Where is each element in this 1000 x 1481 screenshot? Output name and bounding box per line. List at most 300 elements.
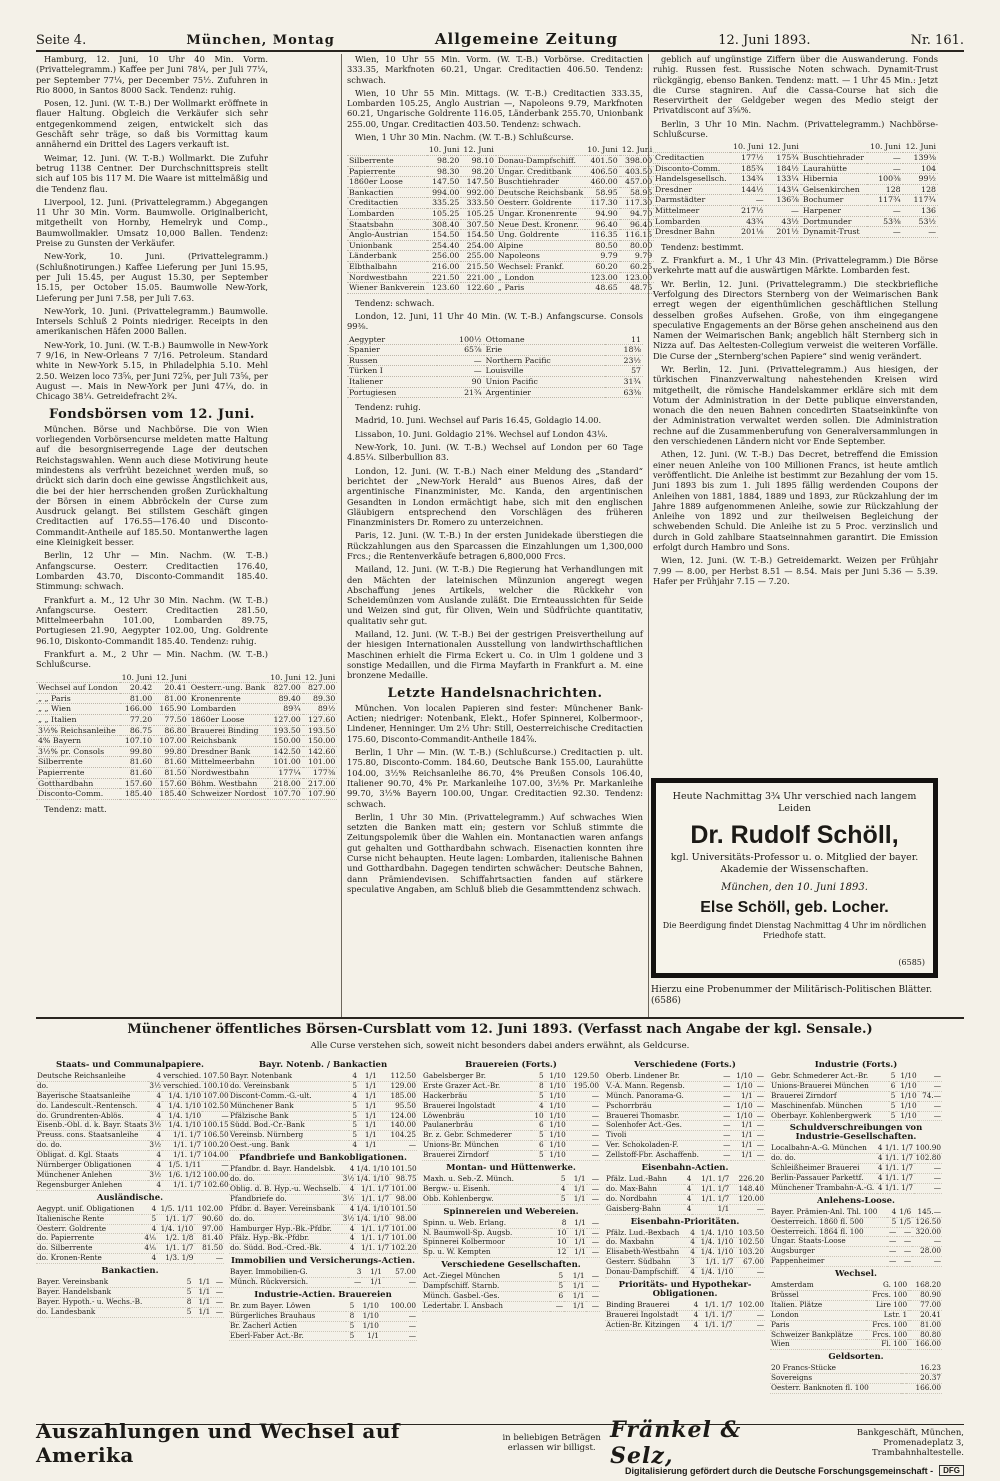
- table-row: [36, 725, 337, 736]
- table-cell: 6: [531, 1141, 545, 1151]
- table-row: [229, 1184, 418, 1194]
- table-cell: —: [914, 1183, 942, 1193]
- table-cell: Nordwestbahn: [347, 272, 427, 283]
- table-cell: —: [889, 1256, 897, 1266]
- table-cell: 254.00: [461, 240, 496, 251]
- table-cell: Mittelmeerbahn: [189, 757, 269, 768]
- table-cell: 992.00: [461, 187, 496, 198]
- obituary-name: Dr. Rudolf Schöll,: [690, 821, 899, 849]
- table-cell: 9.79: [585, 251, 620, 262]
- column-divider: [648, 54, 649, 1019]
- table-cell: 5: [349, 1131, 359, 1141]
- table-row: [229, 1174, 418, 1184]
- table-cell: Pschorrbräu: [605, 1101, 720, 1111]
- table-cell: 11: [605, 335, 643, 345]
- table-cell: 107.70: [268, 789, 303, 800]
- table-header-row: [36, 673, 337, 683]
- table-cell: —: [437, 355, 483, 366]
- table-cell: 86.75: [120, 725, 155, 736]
- table-cell: 217½: [730, 205, 765, 216]
- table-cell: Brauerei Ingolstadt: [605, 1310, 692, 1320]
- table-cell: 1/4. 1/10: [356, 1203, 390, 1213]
- table-cell: 105.25: [427, 208, 462, 219]
- table-cell: 1/1: [567, 1248, 586, 1258]
- table-row: [229, 1121, 417, 1131]
- table-cell: 1/4. 1/10: [162, 1101, 202, 1111]
- table-cell: 4⅕: [144, 1243, 157, 1253]
- table-cell: Russen: [347, 355, 437, 366]
- table-cell: 4: [531, 1101, 545, 1111]
- table-cell: 166.00: [906, 1384, 942, 1394]
- table-cell: Italienische Rente: [36, 1214, 142, 1224]
- table-cell: 102.50: [203, 1100, 229, 1110]
- table-cell: 5: [531, 1151, 545, 1161]
- board-table: [36, 1072, 230, 1191]
- table-cell: 1/4. 1/10: [157, 1224, 194, 1234]
- table-cell: 1/1: [358, 1111, 378, 1121]
- table-cell: —: [720, 1081, 731, 1091]
- table-cell: 4: [349, 1091, 359, 1101]
- table-cell: 5: [183, 1287, 192, 1297]
- table-cell: —: [567, 1111, 600, 1121]
- table-cell: 122.60: [461, 283, 496, 294]
- table-row: [770, 1091, 942, 1101]
- table-cell: do. do.: [770, 1154, 877, 1164]
- table-cell: 201½: [766, 227, 801, 238]
- table-cell: 97.00: [194, 1224, 224, 1234]
- table-cell: 102.60: [203, 1179, 229, 1189]
- table-cell: Handelsgesellsch.: [653, 174, 730, 185]
- obituary-funeral: Die Beerdigung findet Dienstag Nachmittag 4 Uhr im nördlichen Friedhofe statt.: [662, 921, 927, 940]
- report: London, 12. Juni. (W. T.-B.) Nach einer Meldung des „Standard“ berichtet der „New-York Herald“ aus Buenos Aires, daß der argentinische Finanzminister, Mc. Kanda, den argentinischen Gesandten in London ermächtigt habe, sich mit den englischen Gläubigern entsprechend den Vorschlägen des früheren Finanzministers Dr. Romero zu unterzeichnen.: [347, 465, 643, 528]
- board-subtitle: Alle Curse verstehen sich, soweit nicht besonders dabei anders erwähnt, als Geldcurse.: [310, 1041, 690, 1051]
- board-table: [422, 1219, 600, 1259]
- report: Hamburg, 12. Juni, 10 Uhr 40 Min. Vorm. (Privattelegramm.) Kaffee per Juni 78¼, per Juli 77¼, per September 77¼, per December 75½. Zufuhren in Rio 8000, in Santos 8000 Sack. Tendenz: ruhig.: [36, 54, 268, 95]
- table-row: [347, 387, 643, 398]
- table-cell: —: [754, 1151, 765, 1161]
- table-cell: 139⅜: [903, 152, 938, 163]
- table-cell: 1/4. 1/10: [356, 1173, 390, 1183]
- table-cell: —: [720, 1121, 731, 1131]
- table-cell: 1/1. 1/7: [692, 1184, 730, 1194]
- table-cell: 5: [346, 1302, 355, 1311]
- table-row: [770, 1081, 942, 1091]
- board-table: [36, 1278, 224, 1318]
- table-cell: Brauerei Ingolstadt: [422, 1101, 531, 1111]
- table-cell: 104.00: [203, 1150, 229, 1160]
- table-cell: —: [380, 1331, 417, 1341]
- table-row: [36, 1214, 224, 1224]
- table-cell: Disconto-Comm.: [653, 163, 730, 174]
- table-cell: 1/10: [355, 1321, 380, 1331]
- table-cell: Münchener Bank: [229, 1101, 349, 1111]
- table-cell: 5: [889, 1072, 897, 1081]
- table-row: [422, 1131, 600, 1141]
- table-cell: Pappenheimer: [770, 1257, 887, 1267]
- table-cell: Münchener Anlehen: [36, 1170, 148, 1180]
- table-cell: 4: [690, 1247, 695, 1257]
- table-cell: Actien-Br. Kitzingen: [605, 1320, 692, 1330]
- table-cell: Oberb. Lindener Br.: [605, 1072, 720, 1081]
- table-cell: 5: [557, 1194, 567, 1204]
- table-cell: Oberbayr. Kohlenbergwerk: [770, 1111, 889, 1121]
- table-cell: 157.60: [154, 778, 189, 789]
- table-cell: 3½: [149, 1140, 162, 1150]
- table-cell: 101.00: [391, 1223, 417, 1233]
- table-cell: 102.00: [194, 1205, 224, 1214]
- table-row: [347, 187, 654, 198]
- table-cell: 1/5: [897, 1217, 912, 1227]
- table-cell: 4: [342, 1165, 356, 1174]
- board-group-title: Verschiedene (Forts.): [634, 1060, 736, 1070]
- footer-advertisement: [36, 1417, 964, 1469]
- table-cell: —: [587, 1228, 600, 1238]
- table-cell: Disconto-Comm.: [36, 789, 120, 800]
- table-cell: 6: [531, 1121, 545, 1131]
- table-row: [770, 1384, 942, 1394]
- table-cell: Aegypter: [347, 335, 437, 345]
- table-cell: 102.00: [734, 1301, 765, 1310]
- table-cell: —: [194, 1254, 224, 1264]
- table-cell: 123.60: [427, 283, 462, 294]
- table-cell: 4: [148, 1111, 162, 1121]
- table-cell: —: [586, 1291, 601, 1301]
- table-cell: 1/1: [192, 1287, 211, 1297]
- table-cell: —: [567, 1121, 600, 1131]
- table-cell: 18⅜: [605, 345, 643, 356]
- table-cell: Ver. Schokoladen-F.: [605, 1141, 720, 1151]
- issue-date: 12. Juni 1893.: [718, 33, 811, 48]
- table-cell: 101.00: [268, 757, 303, 768]
- report: Wien, 12. Juni. (W. T.-B.) Getreidemarkt. Weizen per Frühjahr 7.99 — 8.00, per Herbst 8.51 — 8.54. Mais per Juni 5.36 — 5.39. Hafer per Frühjahr 7.15 — 7.20.: [653, 555, 938, 586]
- table-cell: 102.80: [915, 1153, 941, 1163]
- table-cell: 460.00: [585, 177, 620, 188]
- table-cell: 1/1: [564, 1272, 585, 1281]
- table-cell: 5: [531, 1091, 545, 1101]
- table-head-cell: 10. Juni: [587, 145, 618, 155]
- table-cell: „ London: [496, 272, 585, 283]
- table-cell: 165.90: [154, 704, 189, 715]
- credit-text: Digitalisierung gefördert durch die Deutsche Forschungsgemeinschaft -: [625, 1465, 934, 1476]
- table-cell: Bochumer: [801, 195, 868, 206]
- table-cell: 3½: [342, 1193, 355, 1203]
- table-cell: 1/1: [731, 1091, 753, 1101]
- table-cell: 4: [690, 1227, 695, 1237]
- table-cell: 107.00: [203, 1090, 229, 1100]
- table-row: [422, 1291, 600, 1301]
- table-cell: 1/10: [896, 1091, 917, 1101]
- table-cell: Brauerei Zirndorf: [770, 1091, 889, 1101]
- table-row: [770, 1300, 942, 1310]
- table-cell: 81.00: [120, 693, 155, 704]
- table-cell: 1/10: [355, 1302, 380, 1311]
- table-cell: 3½% pr. Consols: [36, 746, 120, 757]
- table-cell: Münchener Trambahn-A.-G.: [770, 1183, 877, 1193]
- table-row: [605, 1131, 765, 1141]
- table-row: [229, 1278, 417, 1288]
- table-cell: 1/10: [545, 1111, 567, 1121]
- table-cell: 1/1: [358, 1072, 378, 1081]
- table-row: [36, 1121, 230, 1131]
- digitization-credit: [625, 1465, 964, 1476]
- table-cell: 116.15: [620, 230, 655, 241]
- table-row: [770, 1320, 942, 1330]
- table-cell: Silberrente: [36, 757, 120, 768]
- table-cell: 1/1: [192, 1278, 211, 1287]
- table-cell: Frcs. 100: [866, 1290, 908, 1300]
- table-row: [229, 1311, 417, 1321]
- table-cell: Löwenbräu: [422, 1111, 531, 1121]
- report: Z. Frankfurt a. M., 1 Uhr 43 Min. (Privattelegramm.) Die Börse verkehrte matt auf die auswärtigen Märkte. Lombarden fest.: [653, 255, 938, 276]
- table-cell: Wechsel auf London: [38, 683, 118, 693]
- table-cell: Oesterreich. 1864 fl. 100: [770, 1227, 887, 1237]
- table-row: [36, 704, 337, 715]
- table-cell: 96.40: [585, 219, 620, 230]
- table-cell: 16.23: [906, 1364, 942, 1373]
- table-cell: 333.50: [461, 198, 496, 209]
- table-row: [347, 345, 643, 356]
- table-cell: 6: [550, 1291, 564, 1301]
- table-row: [605, 1175, 765, 1184]
- table-cell: Br. z. Gebr. Schmederer: [422, 1131, 531, 1141]
- table-cell: —: [567, 1101, 600, 1111]
- table-cell: 150.00: [303, 736, 338, 747]
- table-cell: —: [867, 205, 902, 216]
- frankfurt-close-table: [36, 673, 337, 800]
- table-row: [36, 693, 337, 704]
- table-cell: 98.75: [390, 1174, 418, 1184]
- table-cell: Br. zum Bayer. Löwen: [229, 1302, 346, 1311]
- table-cell: 1/1: [567, 1175, 587, 1184]
- table-cell: 4: [148, 1131, 162, 1141]
- table-row: [36, 1101, 230, 1111]
- table-body: [653, 152, 938, 237]
- table-head-cell: 10. Juni: [867, 142, 902, 152]
- table-cell: Localbahn-A.-G. München: [770, 1144, 877, 1153]
- table-cell: 4: [887, 1208, 897, 1217]
- table-cell: 1/1: [564, 1301, 585, 1311]
- table-cell: 1/1. 1/7: [699, 1310, 733, 1320]
- table-cell: Pfälz. Hyp.-Bk.-Pfdbr.: [229, 1234, 342, 1244]
- table-cell: 100.00: [203, 1169, 229, 1179]
- table-cell: Unionbank: [347, 240, 427, 251]
- tendency: Tendenz: matt.: [44, 803, 107, 814]
- berlin-close-table: [653, 142, 938, 237]
- wien-close-table: [347, 145, 654, 293]
- table-cell: 89¾: [268, 704, 303, 715]
- table-cell: 100.90: [915, 1143, 941, 1153]
- table-cell: Oesterr. Goldrente: [36, 1224, 142, 1234]
- table-cell: 20.42: [120, 683, 155, 694]
- table-cell: Buschtiehrader: [801, 152, 868, 163]
- table-row: [36, 1072, 230, 1081]
- table-cell: 147.50: [461, 177, 496, 188]
- table-cell: —: [211, 1278, 224, 1287]
- table-cell: 4: [142, 1254, 157, 1264]
- table-cell: 3½: [342, 1173, 355, 1183]
- table-cell: Bayer. Immobilien-G.: [229, 1268, 348, 1277]
- table-cell: 129.00: [378, 1081, 417, 1091]
- table-cell: 215.50: [461, 261, 496, 272]
- table-cell: 99.80: [154, 746, 189, 757]
- table-cell: 10: [531, 1111, 545, 1121]
- table-cell: 142.60: [303, 746, 338, 757]
- table-cell: 1/5. 1/11: [157, 1205, 194, 1214]
- table-cell: Paulanerbräu: [422, 1121, 531, 1131]
- table-cell: 1/6: [897, 1208, 912, 1217]
- table-cell: 105.25: [461, 208, 496, 219]
- table-row: [605, 1320, 765, 1330]
- table-cell: —: [897, 1247, 912, 1257]
- london-table: [347, 335, 643, 399]
- table-cell: 48.65: [585, 283, 620, 294]
- table-row: [36, 1205, 224, 1214]
- table-cell: Unions-Brauerei München: [770, 1081, 889, 1091]
- table-cell: Böhm. Westbahn: [189, 778, 269, 789]
- table-cell: 1/1. 1/7: [692, 1175, 730, 1184]
- table-cell: Zellstoff-Fbr. Aschaffenb.: [605, 1151, 720, 1161]
- table-cell: 107.00: [154, 736, 189, 747]
- table-cell: 193.50: [268, 725, 303, 736]
- table-cell: 9.79: [620, 251, 655, 262]
- board-group-title: Immobilien und Versicherungs-Actien.: [230, 1256, 416, 1267]
- table-cell: 168.20: [910, 1281, 942, 1290]
- table-cell: —: [867, 227, 902, 238]
- table-cell: —: [918, 1111, 942, 1121]
- table-cell: —: [567, 1151, 600, 1161]
- table-row: [36, 736, 337, 747]
- table-head-cell: 12. Juni: [621, 145, 653, 155]
- table-cell: 226.20: [730, 1175, 765, 1184]
- table-cell: —: [348, 1278, 362, 1288]
- table-cell: 3½: [149, 1169, 162, 1179]
- table-cell: 104: [903, 163, 938, 174]
- table-row: [229, 1224, 418, 1234]
- board-group-title: Staats- und Communalpapiere.: [56, 1060, 204, 1070]
- table-cell: Dresdner: [653, 184, 730, 195]
- table-cell: 4: [342, 1234, 356, 1244]
- table-cell: Deutsche Reichsbank: [497, 187, 584, 197]
- table-row: [347, 376, 643, 387]
- table-cell: —: [383, 1278, 417, 1288]
- table-cell: 81.40: [194, 1234, 224, 1244]
- table-row: [770, 1208, 942, 1217]
- table-row: [605, 1238, 765, 1248]
- table-head-cell: [496, 145, 585, 155]
- report: Paris, 12. Juni. (W. T.-B.) In der ersten Junidekade überstiegen die Rückzahlungen aus den Sparcassen die Einzahlungen um 1,300,000 Frcs.; die Rentenverkäufe betragen 6,800,000 Frcs.: [347, 530, 643, 561]
- board-table: [770, 1144, 942, 1194]
- table-row: [36, 1180, 230, 1190]
- table-row: [422, 1248, 600, 1258]
- table-row: [422, 1141, 600, 1151]
- table-row: [347, 261, 654, 272]
- table-cell: 1/1: [731, 1121, 753, 1131]
- issue-number: Nr. 161.: [910, 33, 964, 48]
- table-row: [229, 1165, 418, 1174]
- table-cell: 117.30: [585, 198, 620, 209]
- table-cell: 4: [693, 1319, 699, 1329]
- table-cell: 1/1. 1/7: [162, 1141, 202, 1151]
- table-cell: 5: [349, 1081, 359, 1091]
- table-cell: 1/1: [192, 1297, 211, 1307]
- table-row: [347, 366, 643, 377]
- table-cell: Maxh. u. Seb.-Z. Münch.: [422, 1175, 557, 1184]
- table-cell: 136⅞: [766, 195, 801, 206]
- table-cell: 256.00: [427, 251, 462, 262]
- table-cell: —: [567, 1091, 600, 1101]
- table-cell: 1/4. 1/10: [696, 1268, 735, 1278]
- table-cell: 4: [148, 1180, 162, 1190]
- table-cell: 4: [684, 1204, 692, 1214]
- table-row: [422, 1184, 600, 1194]
- table-cell: —: [754, 1131, 765, 1141]
- table-cell: Wien: [770, 1340, 866, 1350]
- table-cell: 201⅛: [730, 227, 765, 238]
- table-row: [229, 1091, 417, 1101]
- table-cell: 4: [342, 1184, 356, 1194]
- table-cell: Oesterr. Goldrente: [496, 198, 585, 209]
- table-cell: —: [734, 1310, 765, 1320]
- table-cell: 100.15: [203, 1120, 229, 1130]
- table-row: [770, 1173, 942, 1183]
- table-cell: 94.70: [620, 208, 655, 219]
- table-cell: 185.40: [120, 789, 155, 800]
- table-cell: —: [867, 163, 902, 174]
- table-cell: Solenhofer Act.-Ges.: [605, 1121, 720, 1131]
- board-group-title: Spinnereien und Webereien.: [443, 1206, 579, 1217]
- table-cell: Buschtiehrader: [496, 177, 585, 188]
- table-cell: 827.00: [303, 683, 338, 694]
- table-cell: 1/10: [545, 1141, 567, 1151]
- table-cell: —: [720, 1072, 731, 1081]
- table-cell: Bayr. Notenbank: [229, 1072, 349, 1081]
- table-row: [347, 155, 654, 166]
- table-cell: Länderbank: [347, 251, 427, 262]
- board-table: [770, 1208, 942, 1267]
- table-head-cell: 10. Juni: [270, 672, 301, 682]
- table-row: [770, 1330, 942, 1340]
- table-cell: 1/1: [358, 1131, 378, 1141]
- table-cell: Unions-Br. München: [422, 1141, 531, 1151]
- table-cell: 4: [684, 1184, 692, 1194]
- table-cell: —: [897, 1237, 912, 1247]
- report: Mailand, 12. Juni. (W. T.-B.) Die Regierung hat Verhandlungen mit den Mächten der lateinischen Münzunion angeregt wegen Abschaffung jenes Artikels, welcher die Rückkehr von Scheidemünzen vom Auslande zuläßt. Die Ernteaussichten für Seide und Weizen sind gut, für Oliven, Wein und Südfrüchte quantitativ, qualitativ sehr gut.: [347, 564, 643, 626]
- report: Posen, 12. Juni. (W. T.-B.) Der Wollmarkt eröffnete in flauer Haltung. Obgleich die Verkäufer sich sehr entgegenkommend zeigen, entwickelt sich das Geschäft sehr träge, so daß bis Vormittag kaum annähernd ein Drittel des Lagers verkauft ist.: [36, 98, 268, 150]
- table-cell: 1/1. 1/7: [355, 1224, 390, 1234]
- table-cell: 157.60: [120, 778, 155, 789]
- table-row: [605, 1310, 765, 1320]
- table-row: [36, 1170, 230, 1180]
- table-cell: 81.60: [120, 767, 155, 778]
- table-cell: Regensburger Anlehen: [36, 1180, 148, 1190]
- table-row: [422, 1282, 600, 1292]
- table-body: [347, 335, 643, 398]
- table-cell: 103.50: [734, 1229, 765, 1238]
- table-cell: —: [734, 1268, 765, 1278]
- table-cell: Paris: [770, 1320, 866, 1330]
- table-cell: Hamburger Hyp.-Bk.-Pfdbr.: [229, 1224, 342, 1234]
- board-group-title: Brauereien (Forts.): [465, 1060, 557, 1070]
- table-cell: verschied.: [163, 1070, 202, 1080]
- table-cell: Neue Dest. Kronenr.: [496, 219, 585, 230]
- table-cell: —: [754, 1072, 765, 1081]
- table-cell: 1/10: [731, 1072, 753, 1081]
- table-row: [229, 1141, 417, 1151]
- table-cell: 1/1. 1/7: [699, 1320, 733, 1330]
- table-cell: Northern Pacific: [484, 355, 606, 366]
- table-cell: 77.50: [154, 715, 189, 726]
- table-cell: Donau-Dampfschiff.: [496, 155, 585, 166]
